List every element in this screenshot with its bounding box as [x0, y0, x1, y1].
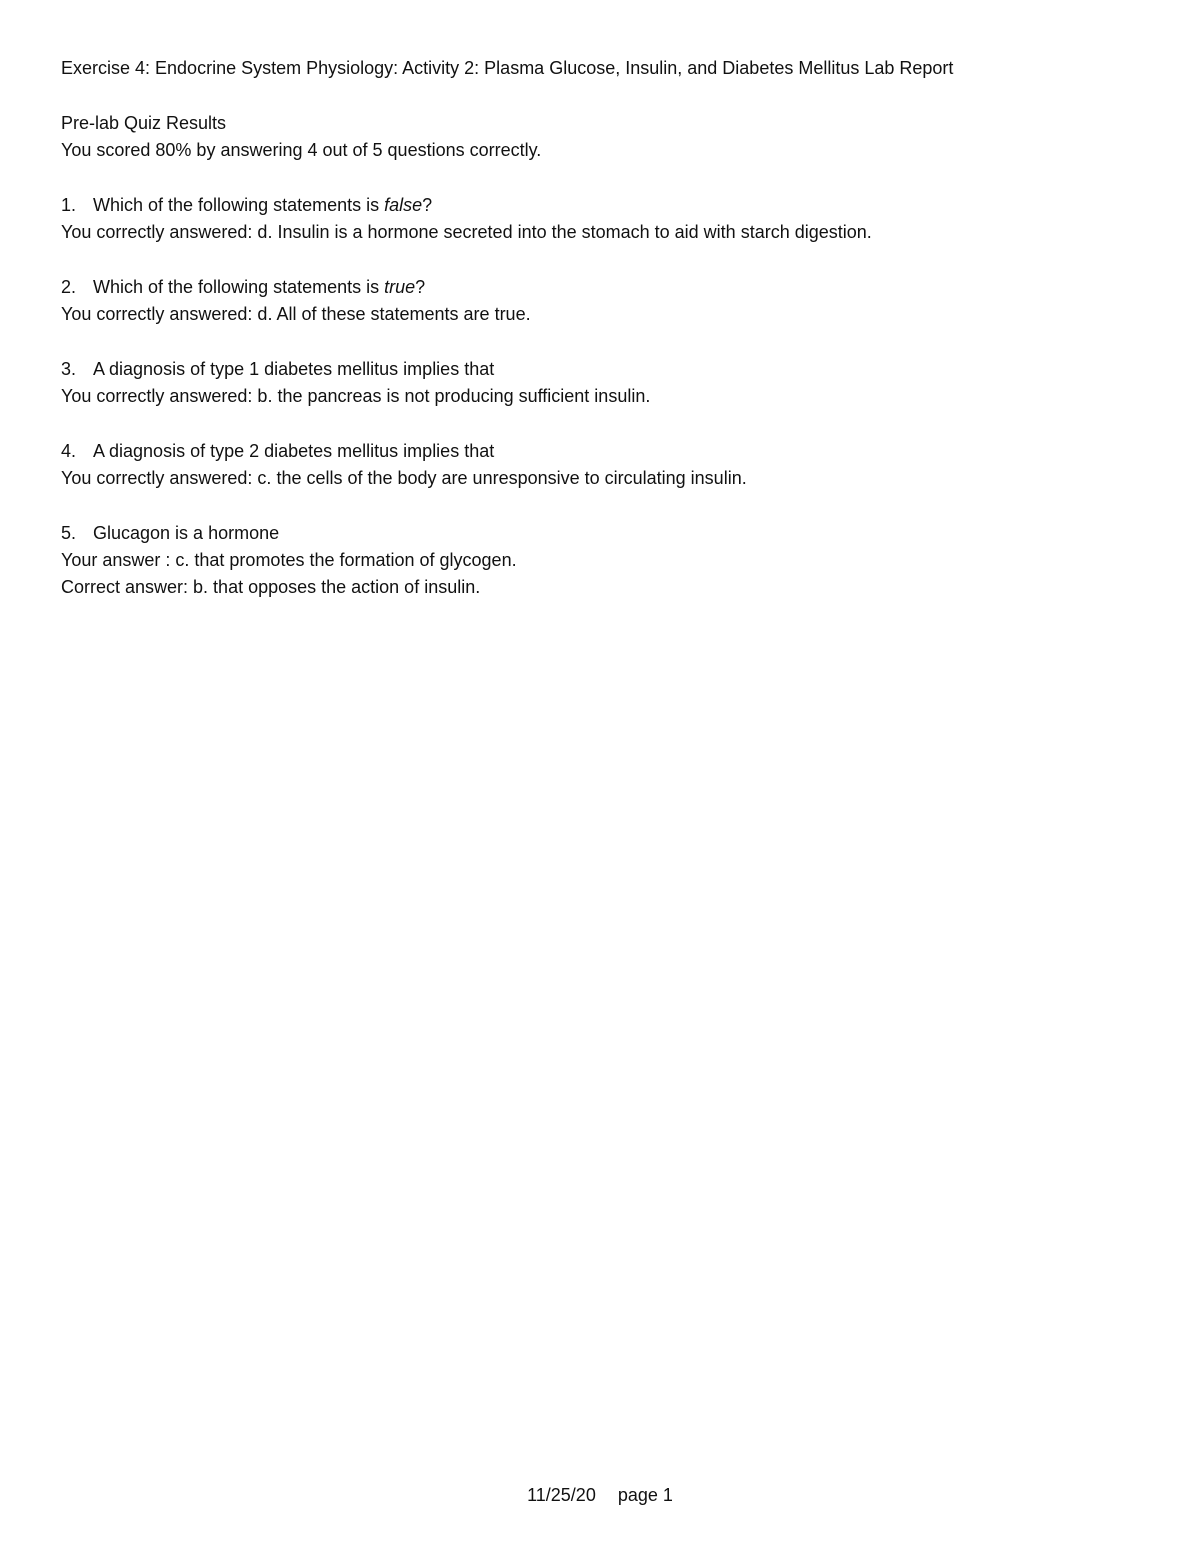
- question-emphasis: true: [384, 277, 416, 297]
- answer-line: You correctly answered: d. Insulin is a hormone secreted into the stomach to aid with starch digestion.: [61, 222, 872, 242]
- question-text: [61, 520, 1141, 547]
- your-answer-line: Your answer : c. that promotes the formation of glycogen.: [61, 550, 517, 570]
- question-end: ?: [422, 195, 433, 215]
- question-end: ?: [415, 277, 426, 297]
- answer-line: You correctly answered: d. All of these statements are true.: [61, 304, 531, 324]
- quiz-score-text: You scored 80% by answering 4 out of 5 questions correctly.: [61, 140, 542, 160]
- document-page: [61, 55, 1141, 629]
- question-stem: A diagnosis of type 2 diabetes mellitus implies that: [93, 441, 495, 461]
- correct-answer-line: Correct answer: b. that opposes the action of insulin.: [61, 577, 481, 597]
- question-stem: Which of the following statements is: [93, 277, 385, 297]
- question-item: [61, 274, 1141, 328]
- question-number: 4.: [61, 441, 77, 461]
- question-stem: Which of the following statements is: [93, 195, 385, 215]
- question-stem: A diagnosis of type 1 diabetes mellitus implies that: [93, 359, 495, 379]
- question-item: [61, 356, 1141, 410]
- question-item: [61, 520, 1141, 601]
- answer-line: You correctly answered: c. the cells of the body are unresponsive to circulating insulin.: [61, 468, 747, 488]
- question-text: [61, 274, 1141, 301]
- footer-page-number: page 1: [617, 1485, 673, 1505]
- question-stem: Glucagon is a hormone: [93, 523, 280, 543]
- question-number: 5.: [61, 523, 77, 543]
- question-number: 2.: [61, 277, 77, 297]
- question-list: [61, 192, 1141, 601]
- question-number: 1.: [61, 195, 77, 215]
- question-item: [61, 192, 1141, 246]
- page-footer: [0, 1482, 1200, 1509]
- answer-line: You correctly answered: b. the pancreas is not producing sufficient insulin.: [61, 386, 651, 406]
- question-text: [61, 356, 1141, 383]
- document-title: Exercise 4: Endocrine System Physiology: Activity 2: Plasma Glucose, Insulin, and Diabetes Mellitus Lab Report: [61, 58, 954, 78]
- question-number: 3.: [61, 359, 77, 379]
- footer-date: 11/25/20: [527, 1485, 596, 1505]
- question-text: [61, 192, 1141, 219]
- quiz-results-heading: Pre-lab Quiz Results: [61, 113, 227, 133]
- question-emphasis: false: [384, 195, 423, 215]
- question-text: [61, 438, 1141, 465]
- question-item: [61, 438, 1141, 492]
